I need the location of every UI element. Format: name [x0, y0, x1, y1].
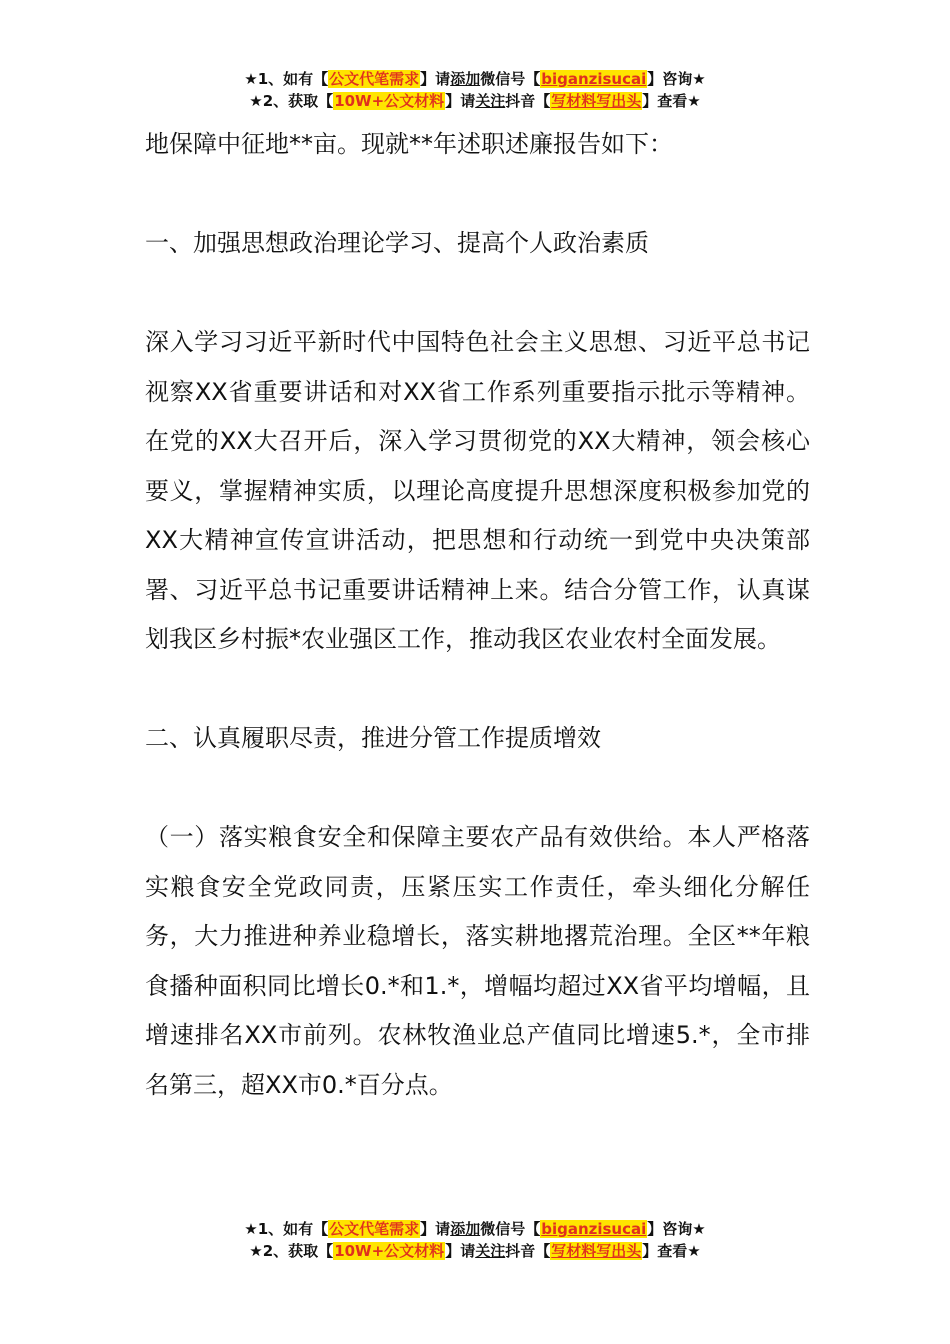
promo-text: ★1、如有【	[244, 70, 329, 88]
wechat-id-highlight: biganzisucai	[541, 70, 647, 88]
section-heading: 一、加强思想政治理论学习、提高个人政治素质	[145, 229, 649, 257]
promo-text: 】查看★	[642, 92, 701, 110]
promo-text: 】请	[445, 1242, 476, 1260]
document-body	[145, 120, 810, 1110]
promo-text: 添加	[450, 70, 481, 88]
promo-text: ★1、如有【	[244, 1220, 329, 1238]
wechat-id-highlight: biganzisucai	[541, 1220, 647, 1238]
promo-line-1	[0, 1218, 950, 1240]
promo-text: 】查看★	[642, 1242, 701, 1260]
section-heading: 二、认真履职尽责，推进分管工作提质增效	[145, 724, 601, 752]
promo-text: 添加	[450, 1220, 481, 1238]
promo-text: 】请	[420, 1220, 451, 1238]
promo-text: 】咨询★	[647, 1220, 706, 1238]
promo-text: 】请	[445, 92, 476, 110]
promo-line-1	[0, 68, 950, 90]
promo-line-2	[0, 1240, 950, 1262]
promo-text: 】请	[420, 70, 451, 88]
footer-promo-banner	[0, 1218, 950, 1262]
promo-text: 关注	[475, 1242, 506, 1260]
promo-text: ★2、获取【	[249, 92, 334, 110]
promo-highlight: 公文代笔需求	[329, 70, 420, 88]
promo-text: 关注	[475, 92, 506, 110]
promo-text: 抖音【	[505, 1242, 551, 1260]
promo-text: 抖音【	[505, 92, 551, 110]
promo-highlight: 公文代笔需求	[329, 1220, 420, 1238]
promo-text: 微信号【	[480, 1220, 541, 1238]
promo-text: 】咨询★	[647, 70, 706, 88]
douyin-id-highlight: 写材料写出头	[551, 92, 642, 110]
promo-text: 微信号【	[480, 70, 541, 88]
promo-highlight: 10W+公文材料	[334, 1242, 445, 1260]
promo-text: ★2、获取【	[249, 1242, 334, 1260]
header-promo-banner	[0, 68, 950, 112]
body-paragraph: 深入学习习近平新时代中国特色社会主义思想、习近平总书记视察XX省重要讲话和对XX省工作系列重要指示批示等精神。在党的XX大召开后，深入学习贯彻党的XX大精神，领会核心要义，掌握精神实质，以理论高度提升思想深度积极参加党的XX大精神宣传宣讲活动，把思想和行动统一到党中央决策部署、习近平总书记重要讲话精神上来。结合分管工作，认真谋划我区乡村振*农业强区工作，推动我区农业农村全面发展。	[145, 328, 810, 653]
douyin-id-highlight: 写材料写出头	[551, 1242, 642, 1260]
body-paragraph: 地保障中征地**亩。现就**年述职述廉报告如下：	[145, 130, 673, 158]
promo-line-2	[0, 90, 950, 112]
body-paragraph: （一）落实粮食安全和保障主要农产品有效供给。本人严格落实粮食安全党政同责，压紧压实工作责任，牵头细化分解任务，大力推进种养业稳增长，落实耕地撂荒治理。全区**年粮食播种面积同比增长0.*和1.*，增幅均超过XX省平均增幅，且增速排名XX市前列。农林牧渔业总产值同比增速5.*，全市排名第三，超XX市0.*百分点。	[145, 823, 810, 1099]
promo-highlight: 10W+公文材料	[334, 92, 445, 110]
